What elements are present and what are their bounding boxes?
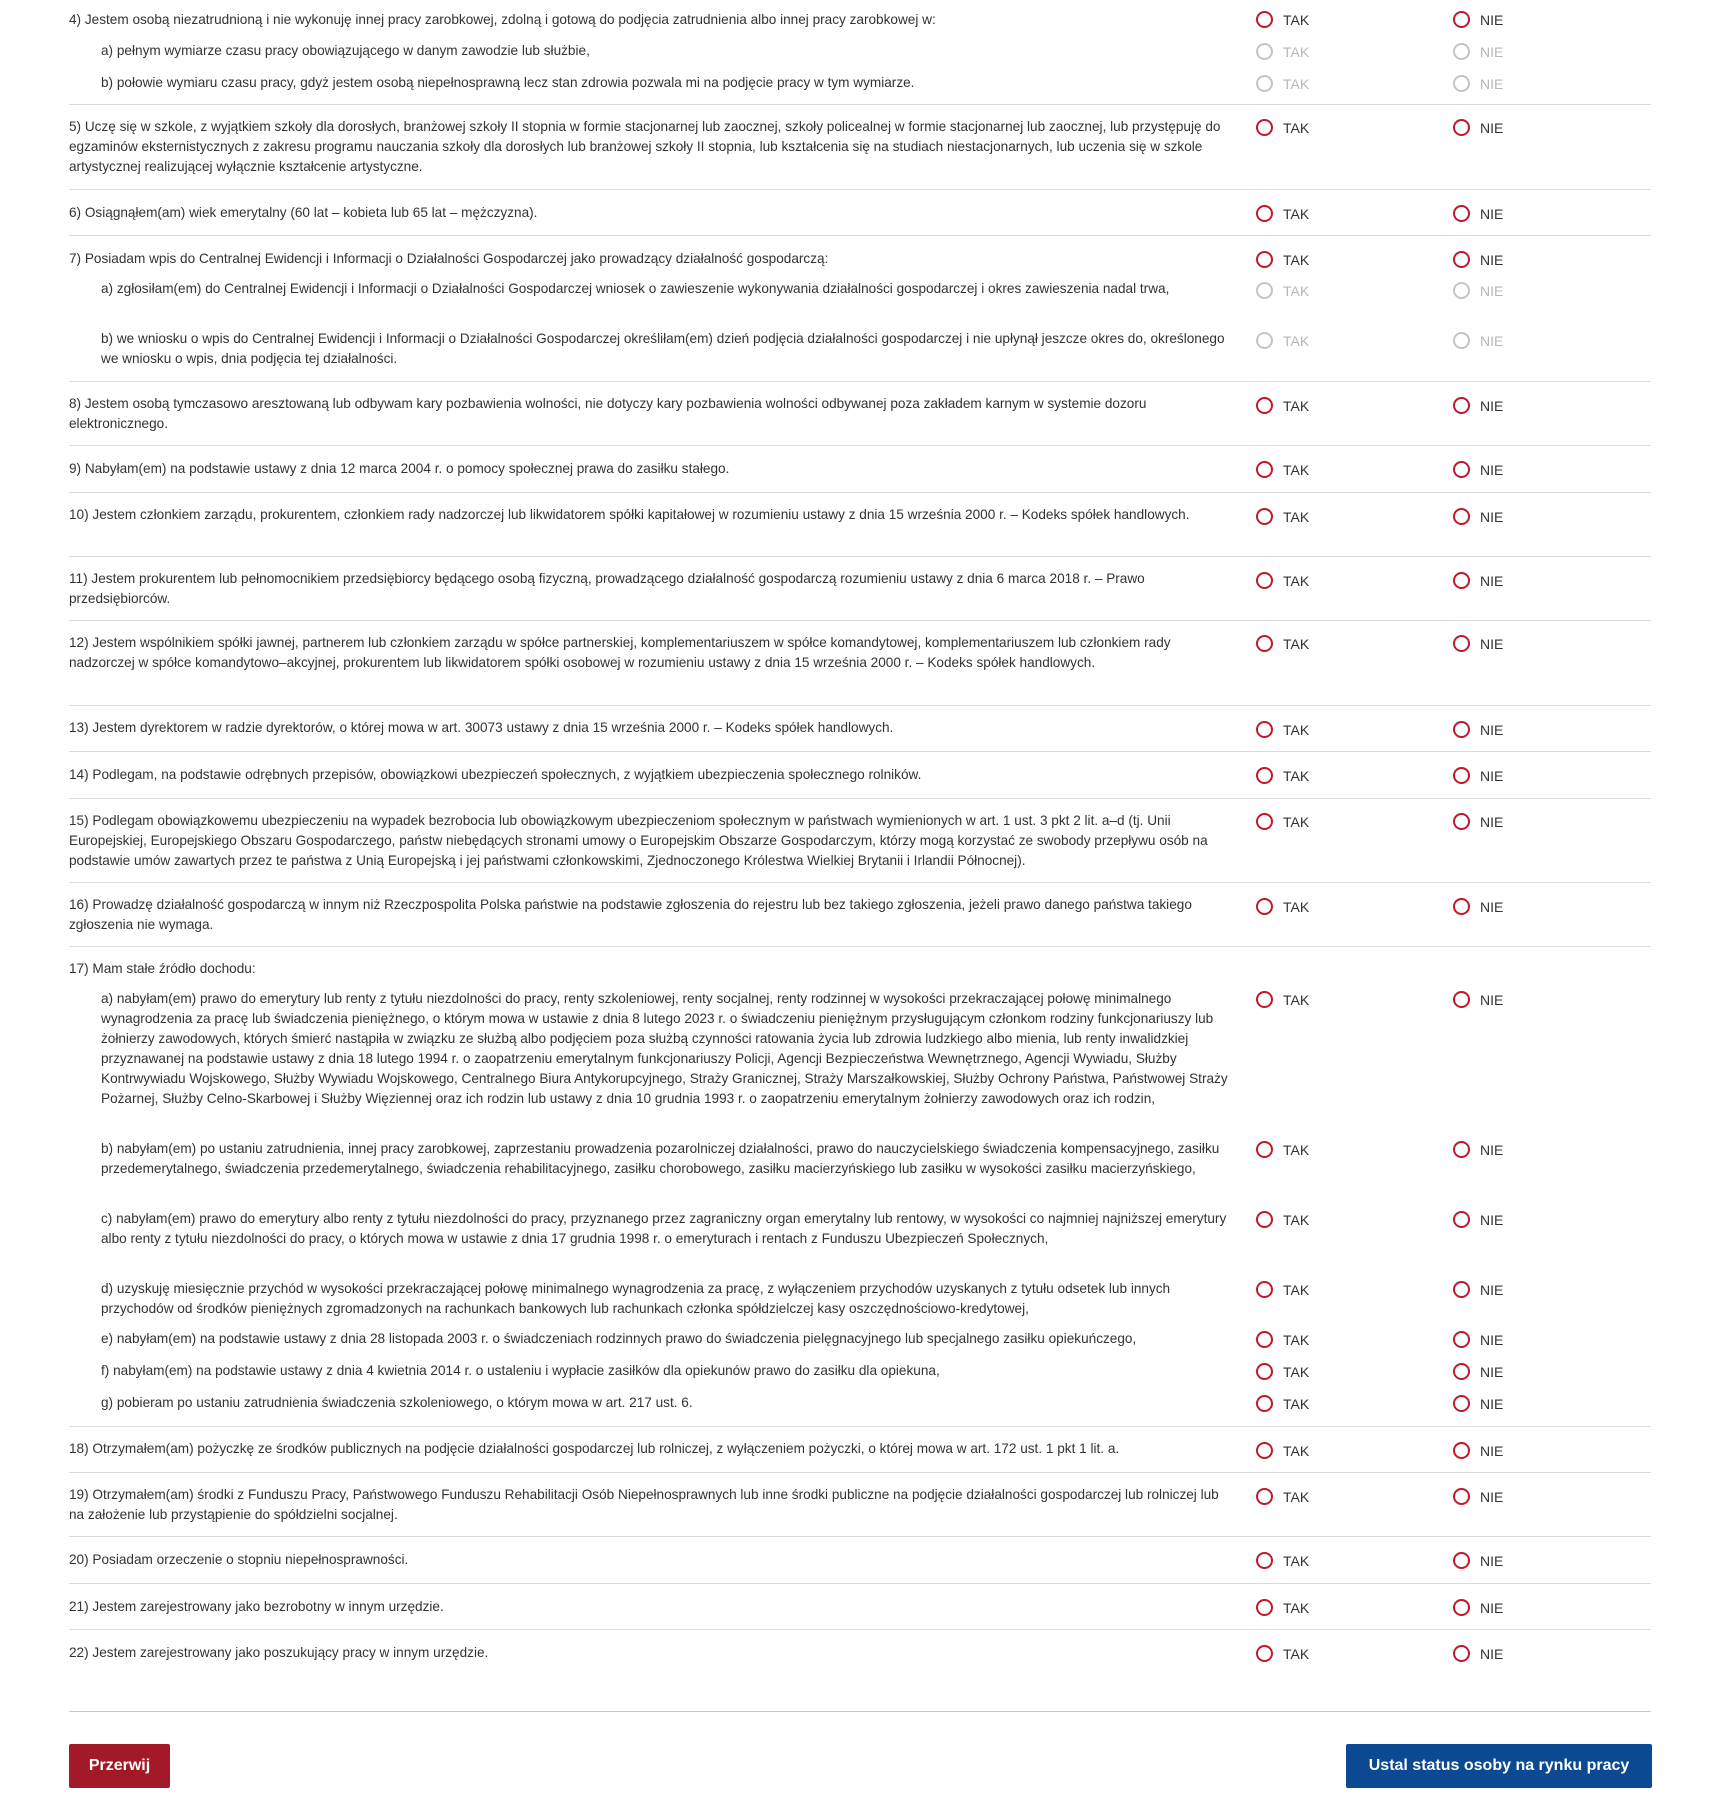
radio-circle-icon xyxy=(1453,1488,1470,1505)
question-row-17 xyxy=(69,947,1651,1427)
question-text: 12) Jestem wspólnikiem spółki jawnej, partnerem lub członkiem zarządu w spółce partnerskiej, komplementariuszem w spółce komandytowej, komplementariuszem lub członkiem rady nadzorczej w spółce komandytowo–akcyjnej, prokurentem lub likwidatorem spółki osobowej w rozumieniu ustawy z dnia 15 września 2000 r. – Kodeks spółek handlowych. xyxy=(69,635,1171,670)
radio-circle-icon xyxy=(1453,119,1470,136)
radio-circle-icon xyxy=(1453,635,1470,652)
radio-tak-disabled: TAK xyxy=(1256,282,1309,299)
radio-tak[interactable]: TAK xyxy=(1256,1331,1309,1348)
radio-circle-icon xyxy=(1453,1599,1470,1616)
radio-circle-icon xyxy=(1256,1211,1273,1228)
radio-circle-icon xyxy=(1256,205,1273,222)
radio-circle-icon xyxy=(1453,508,1470,525)
question-row-22 xyxy=(69,1630,1651,1690)
radio-circle-icon xyxy=(1453,1552,1470,1569)
question-text: 4) Jestem osobą niezatrudnioną i nie wykonuję innej pracy zarobkowej, zdolną i gotową do podjęcia zatrudnienia albo innej pracy zarobkowej w: xyxy=(69,12,936,27)
radio-tak[interactable]: TAK xyxy=(1256,205,1309,222)
question-text: 20) Posiadam orzeczenie o stopniu niepełnosprawności. xyxy=(69,1552,409,1567)
radio-nie[interactable]: NIE xyxy=(1453,1363,1503,1380)
radio-circle-icon xyxy=(1453,991,1470,1008)
radio-tak[interactable]: TAK xyxy=(1256,251,1309,268)
subquestion-text: a) zgłosiłam(em) do Centralnej Ewidencji i Informacji o Działalności Gospodarczej wniosek o zawieszenie wykonywania działalności gospodarczej i okres zawieszenia nadal trwa, xyxy=(101,281,1170,296)
radio-nie[interactable]: NIE xyxy=(1453,251,1503,268)
subquestion-text: b) we wniosku o wpis do Centralnej Ewidencji i Informacji o Działalności Gospodarczej określiłam(em) dzień podjęcia działalności gospodarczej i nie upłynął jeszcze okres do, określonego we wniosku o wpis, dnia podjęcia tej działalności. xyxy=(101,331,1225,366)
radio-nie[interactable]: NIE xyxy=(1453,572,1503,589)
question-row-15 xyxy=(69,799,1651,883)
radio-circle-icon xyxy=(1256,635,1273,652)
radio-circle-icon xyxy=(1453,721,1470,738)
radio-nie[interactable]: NIE xyxy=(1453,1599,1503,1616)
radio-tak[interactable]: TAK xyxy=(1256,1645,1309,1662)
radio-circle-icon xyxy=(1256,251,1273,268)
radio-tak[interactable]: TAK xyxy=(1256,1363,1309,1380)
radio-tak[interactable]: TAK xyxy=(1256,1395,1309,1412)
radio-tak[interactable]: TAK xyxy=(1256,1442,1309,1459)
radio-nie[interactable]: NIE xyxy=(1453,991,1503,1008)
question-row-13 xyxy=(69,706,1651,752)
radio-circle-icon xyxy=(1256,397,1273,414)
question-text: 10) Jestem członkiem zarządu, prokurentem, członkiem rady nadzorczej lub likwidatorem spółki kapitałowej w rozumieniu ustawy z dnia 15 września 2000 r. – Kodeks spółek handlowych. xyxy=(69,507,1190,522)
radio-circle-icon xyxy=(1256,991,1273,1008)
radio-circle-icon xyxy=(1453,898,1470,915)
question-text: 7) Posiadam wpis do Centralnej Ewidencji i Informacji o Działalności Gospodarczej jako prowadzący działalność gospodarczą: xyxy=(69,251,829,266)
radio-nie[interactable]: NIE xyxy=(1453,1645,1503,1662)
subquestion-text: g) pobieram po ustaniu zatrudnienia świadczenia szkoleniowego, o którym mowa w art. 217 ust. 6. xyxy=(101,1395,693,1410)
radio-circle-icon xyxy=(1256,11,1273,28)
radio-circle-icon xyxy=(1453,251,1470,268)
radio-tak-disabled: TAK xyxy=(1256,332,1309,349)
radio-circle-icon xyxy=(1256,119,1273,136)
radio-nie[interactable]: NIE xyxy=(1453,1395,1503,1412)
question-text: 8) Jestem osobą tymczasowo aresztowaną lub odbywam kary pozbawienia wolności, nie dotyczy kary pozbawienia wolności odbywanej poza zakładem karnym w systemie dozoru elektronicznego. xyxy=(69,396,1147,431)
question-text: 21) Jestem zarejestrowany jako bezrobotny w innym urzędzie. xyxy=(69,1599,444,1614)
radio-circle-icon xyxy=(1256,1141,1273,1158)
question-row-6 xyxy=(69,190,1651,236)
radio-tak-disabled: TAK xyxy=(1256,43,1309,60)
radio-nie[interactable]: NIE xyxy=(1453,1141,1503,1158)
radio-tak[interactable]: TAK xyxy=(1256,572,1309,589)
radio-tak[interactable]: TAK xyxy=(1256,508,1309,525)
radio-tak[interactable]: TAK xyxy=(1256,1211,1309,1228)
radio-tak[interactable]: TAK xyxy=(1256,721,1309,738)
question-row-21 xyxy=(69,1584,1651,1630)
radio-nie[interactable]: NIE xyxy=(1453,205,1503,222)
radio-circle-icon xyxy=(1256,898,1273,915)
radio-tak-disabled: TAK xyxy=(1256,75,1309,92)
radio-nie[interactable]: NIE xyxy=(1453,119,1503,136)
radio-nie[interactable]: NIE xyxy=(1453,1442,1503,1459)
radio-circle-icon xyxy=(1256,813,1273,830)
radio-circle-icon xyxy=(1256,767,1273,784)
footer-divider xyxy=(69,1711,1651,1712)
radio-circle-icon xyxy=(1256,1645,1273,1662)
radio-circle-icon xyxy=(1256,1281,1273,1298)
question-text: 15) Podlegam obowiązkowemu ubezpieczeniu na wypadek bezrobocia lub obowiązkowym ubezpieczeniom społecznym w państwach wymienionych w art. 1 ust. 3 pkt 2 lit. a–d (tj. Unii Europejskiej, Europejskiego Obszaru Gospodarczego, państw niebędących stronami umowy o Europejskim Obszarze Gospodarczym, którzy mogą korzystać ze swobody przepływu osób na podstawie umów zawartych przez te państwa z Unią Europejską i jej państwami członkowskimi, Zjednoczonego Królestwa Wielkiej Brytanii i Irlandii Północnej). xyxy=(69,813,1208,868)
subquestion-text: b) połowie wymiaru czasu pracy, gdyż jestem osobą niepełnosprawną lecz stan zdrowia pozwala mi na podjęcie pracy w tym wymiarze. xyxy=(101,75,915,90)
radio-circle-icon xyxy=(1453,1211,1470,1228)
radio-nie[interactable]: NIE xyxy=(1453,767,1503,784)
radio-circle-icon xyxy=(1453,205,1470,222)
radio-nie[interactable]: NIE xyxy=(1453,461,1503,478)
determine-status-button[interactable]: Ustal status osoby na rynku pracy xyxy=(1346,1744,1652,1788)
radio-circle-icon xyxy=(1256,332,1273,349)
radio-tak[interactable]: TAK xyxy=(1256,1141,1309,1158)
radio-circle-icon xyxy=(1256,75,1273,92)
radio-tak[interactable]: TAK xyxy=(1256,461,1309,478)
radio-circle-icon xyxy=(1256,1331,1273,1348)
radio-circle-icon xyxy=(1453,11,1470,28)
radio-nie[interactable]: NIE xyxy=(1453,721,1503,738)
radio-circle-icon xyxy=(1453,1331,1470,1348)
subquestion-text: e) nabyłam(em) na podstawie ustawy z dnia 28 listopada 2003 r. o świadczeniach rodzinnych prawo do świadczenia pielęgnacyjnego lub specjalnego zasiłku opiekuńczego, xyxy=(101,1331,1137,1346)
radio-circle-icon xyxy=(1453,282,1470,299)
radio-circle-icon xyxy=(1256,282,1273,299)
radio-nie-disabled: NIE xyxy=(1453,75,1503,92)
radio-tak[interactable]: TAK xyxy=(1256,898,1309,915)
radio-circle-icon xyxy=(1453,767,1470,784)
subquestion-text: b) nabyłam(em) po ustaniu zatrudnienia, innej pracy zarobkowej, zaprzestaniu prowadzenia pozarolniczej działalności, prawo do nauczycielskiego świadczenia kompensacyjnego, zasiłku przedemerytalnego, świadczenia przedemerytalnego, świadczenia rehabilitacyjnego, zasiłku chorobowego, zasiłku macierzyńskiego lub zasiłku w wysokości zasiłku macierzyńskiego, xyxy=(101,1141,1220,1176)
question-text: 16) Prowadzę działalność gospodarczą w innym niż Rzeczpospolita Polska państwie na podstawie zgłoszenia do rejestru lub bez takiego zgłoszenia, jeżeli prawo danego państwa takiego zgłoszenia nie wymaga. xyxy=(69,897,1192,932)
radio-tak[interactable]: TAK xyxy=(1256,767,1309,784)
question-row-11 xyxy=(69,557,1651,621)
radio-tak[interactable]: TAK xyxy=(1256,813,1309,830)
radio-circle-icon xyxy=(1256,508,1273,525)
radio-circle-icon xyxy=(1453,1281,1470,1298)
radio-circle-icon xyxy=(1256,1395,1273,1412)
radio-circle-icon xyxy=(1256,461,1273,478)
question-row-19 xyxy=(69,1473,1651,1537)
radio-tak[interactable]: TAK xyxy=(1256,635,1309,652)
radio-tak[interactable]: TAK xyxy=(1256,397,1309,414)
question-row-16 xyxy=(69,883,1651,947)
question-text: 13) Jestem dyrektorem w radzie dyrektorów, o której mowa w art. 30073 ustawy z dnia 15 września 2000 r. – Kodeks spółek handlowych. xyxy=(69,720,894,735)
question-text: 18) Otrzymałem(am) pożyczkę ze środków publicznych na podjęcie działalności gospodarczej lub rolniczej, z wyłączeniem pożyczki, o której mowa w art. 172 ust. 1 pkt 1 lit. a. xyxy=(69,1441,1120,1456)
radio-circle-icon xyxy=(1256,1363,1273,1380)
radio-tak[interactable]: TAK xyxy=(1256,1599,1309,1616)
radio-nie[interactable]: NIE xyxy=(1453,1488,1503,1505)
radio-circle-icon xyxy=(1453,461,1470,478)
radio-tak[interactable]: TAK xyxy=(1256,119,1309,136)
radio-circle-icon xyxy=(1256,721,1273,738)
radio-tak[interactable]: TAK xyxy=(1256,991,1309,1008)
subquestion-text: d) uzyskuję miesięcznie przychód w wysokości przekraczającej połowę minimalnego wynagrodzenia za pracę, z wyłączeniem przychodów uzyskanych z tytułu odsetek lub innych przychodów od środków pieniężnych zgromadzonych na rachunkach bankowych lub rachunkach członka spółdzielczej kasy oszczędnościowo-kredytowej, xyxy=(101,1281,1171,1316)
question-row-18 xyxy=(69,1427,1651,1473)
radio-circle-icon xyxy=(1256,1552,1273,1569)
question-text: 5) Uczę się w szkole, z wyjątkiem szkoły dla dorosłych, branżowej szkoły II stopnia w formie stacjonarnej lub zaocznej, szkoły policealnej w formie stacjonarnej lub zaocznej, lub przystępuję do egzaminów eksternistycznych z zakresu programu nauczania szkoły dla dorosłych lub branżowej szkoły II stopnia, lub kształcenia się na studiach niestacjonarnych, lub uczenia się w szkole artystycznej realizującej wyłącznie kształcenie artystyczne. xyxy=(69,119,1221,174)
radio-nie[interactable]: NIE xyxy=(1453,397,1503,414)
questionnaire xyxy=(69,0,1651,1690)
radio-nie[interactable]: NIE xyxy=(1453,1281,1503,1298)
radio-nie[interactable]: NIE xyxy=(1453,813,1503,830)
radio-nie-disabled: NIE xyxy=(1453,43,1503,60)
question-row-5 xyxy=(69,105,1651,190)
subquestion-text: a) pełnym wymiarze czasu pracy obowiązującego w danym zawodzie lub służbie, xyxy=(101,43,590,58)
radio-circle-icon xyxy=(1256,1442,1273,1459)
radio-nie-disabled: NIE xyxy=(1453,332,1503,349)
question-text: 22) Jestem zarejestrowany jako poszukujący pracy w innym urzędzie. xyxy=(69,1645,489,1660)
radio-tak[interactable]: TAK xyxy=(1256,1281,1309,1298)
question-text: 9) Nabyłam(em) na podstawie ustawy z dnia 12 marca 2004 r. o pomocy społecznej prawa do zasiłku stałego. xyxy=(69,461,730,476)
radio-nie[interactable]: NIE xyxy=(1453,1552,1503,1569)
radio-circle-icon xyxy=(1453,332,1470,349)
radio-nie[interactable]: NIE xyxy=(1453,508,1503,525)
radio-circle-icon xyxy=(1453,1395,1470,1412)
radio-circle-icon xyxy=(1256,43,1273,60)
question-text: 11) Jestem prokurentem lub pełnomocnikiem przedsiębiorcy będącego osobą fizyczną, prowadzącego działalność gospodarczą rozumieniu ustawy z dnia 6 marca 2018 r. – Prawo przedsiębiorców. xyxy=(69,571,1145,606)
question-row-12 xyxy=(69,621,1651,706)
radio-nie[interactable]: NIE xyxy=(1453,635,1503,652)
question-text: 14) Podlegam, na podstawie odrębnych przepisów, obowiązkowi ubezpieczeń społecznych, z wyjątkiem ubezpieczenia społecznego rolników. xyxy=(69,767,922,782)
radio-circle-icon xyxy=(1453,1442,1470,1459)
radio-tak[interactable]: TAK xyxy=(1256,11,1309,28)
abort-button[interactable]: Przerwij xyxy=(69,1744,170,1788)
subquestion-text: a) nabyłam(em) prawo do emerytury lub renty z tytułu niezdolności do pracy, renty szkoleniowej, renty socjalnej, renty rodzinnej w wysokości przekraczającej połowę minimalnego wynagrodzenia za pracę lub świadczenia pieniężnego, o którym mowa w ustawie z dnia 8 lutego 2023 r. o świadczeniu pieniężnym przysługującym członkom rodziny funkcjonariuszy lub żołnierzy zawodowych, których śmierć nastąpiła w związku ze służbą albo podjęciem poza służbą czynności ratowania życia lub zdrowia ludzkiego albo mienia, lub renty inwalidzkiej przyznawanej na podstawie ustawy z dnia 18 lutego 1994 r. o zaopatrzeniu emerytalnym funkcjonariuszy Policji, Agencji Bezpieczeństwa Wewnętrznego, Agencji Wywiadu, Służby Kontrwywiadu Wojskowego, Służby Wywiadu Wojskowego, Centralnego Biura Antykorupcyjnego, Straży Granicznej, Straży Marszałkowskiej, Służby Ochrony Państwa, Państwowej Straży Pożarnej, Służby Celno-Skarbowej i Służby Więziennej oraz ich rodzin lub ustawy z dnia 10 grudnia 1993 r. o zaopatrzeniu emerytalnym żołnierzy zawodowych oraz ich rodzin, xyxy=(101,991,1228,1106)
question-text: 17) Mam stałe źródło dochodu: xyxy=(69,961,256,976)
question-row-9 xyxy=(69,446,1651,493)
radio-circle-icon xyxy=(1453,813,1470,830)
question-row-10 xyxy=(69,493,1651,557)
radio-circle-icon xyxy=(1453,43,1470,60)
question-row-4 xyxy=(69,0,1651,105)
radio-circle-icon xyxy=(1453,1141,1470,1158)
radio-circle-icon xyxy=(1453,572,1470,589)
radio-circle-icon xyxy=(1256,572,1273,589)
subquestion-text: c) nabyłam(em) prawo do emerytury albo renty z tytułu niezdolności do pracy, przyznanego przez zagraniczny organ emerytalny lub rentowy, w wysokości co najmniej najniższej emerytury albo renty z tytułu niezdolności do pracy, o których mowa w ustawie z dnia 17 grudnia 1998 r. o emeryturach i rentach z Funduszu Ubezpieczeń Społecznych, xyxy=(101,1211,1227,1246)
radio-nie[interactable]: NIE xyxy=(1453,1331,1503,1348)
radio-tak[interactable]: TAK xyxy=(1256,1552,1309,1569)
subquestion-text: f) nabyłam(em) na podstawie ustawy z dnia 4 kwietnia 2014 r. o ustaleniu i wypłacie zasiłków dla opiekunów prawo do zasiłku dla opiekuna, xyxy=(101,1363,940,1378)
question-row-8 xyxy=(69,382,1651,446)
radio-nie-disabled: NIE xyxy=(1453,282,1503,299)
radio-tak[interactable]: TAK xyxy=(1256,1488,1309,1505)
radio-nie[interactable]: NIE xyxy=(1453,1211,1503,1228)
question-row-7 xyxy=(69,236,1651,382)
question-text: 6) Osiągnąłem(am) wiek emerytalny (60 lat – kobieta lub 65 lat – mężczyzna). xyxy=(69,205,538,220)
radio-circle-icon xyxy=(1453,397,1470,414)
radio-nie[interactable]: NIE xyxy=(1453,898,1503,915)
radio-nie[interactable]: NIE xyxy=(1453,11,1503,28)
radio-circle-icon xyxy=(1256,1488,1273,1505)
question-text: 19) Otrzymałem(am) środki z Funduszu Pracy, Państwowego Funduszu Rehabilitacji Osób Niepełnosprawnych lub inne środki publiczne na podjęcie działalności gospodarczej lub rolniczej lub na założenie lub przystąpienie do spółdzielni socjalnej. xyxy=(69,1487,1219,1522)
radio-circle-icon xyxy=(1256,1599,1273,1616)
radio-circle-icon xyxy=(1453,1645,1470,1662)
radio-circle-icon xyxy=(1453,75,1470,92)
radio-circle-icon xyxy=(1453,1363,1470,1380)
question-row-20 xyxy=(69,1537,1651,1584)
question-row-14 xyxy=(69,752,1651,799)
